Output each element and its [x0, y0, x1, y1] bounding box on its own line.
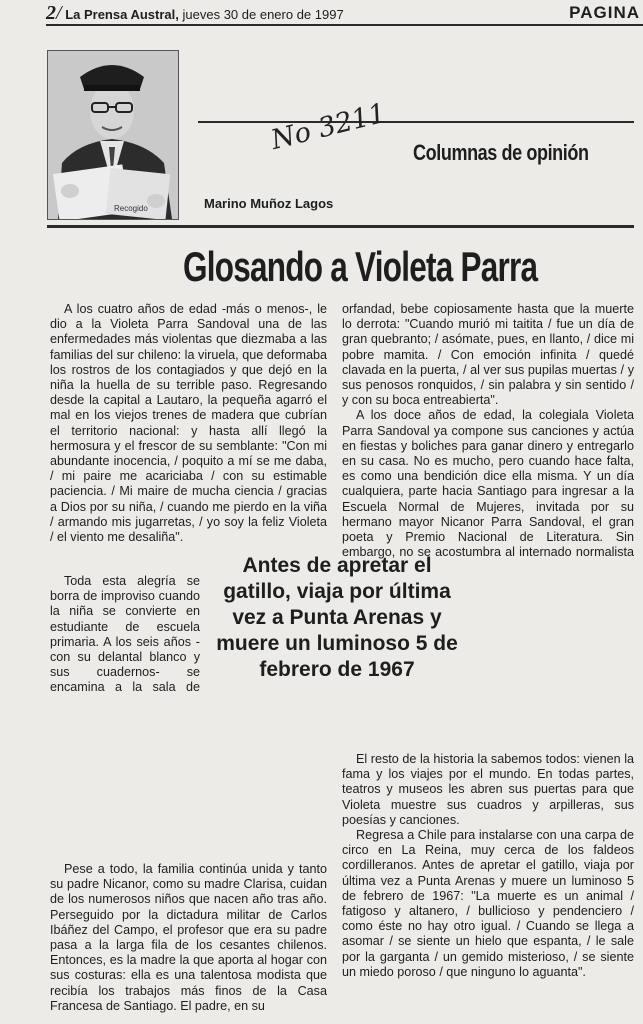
right-paragraph-1: orfandad, bebe copiosamente hasta que la muerte lo derrota: "Cuando murió mi taitita / fue un día de gran quebranto; / asómate, pues, en llanto, / dice mi pobre mamita. / Con emoción infinita / quedé clavada en la puerta, / al ver sus pupilas muertas / y sus penosos ronquidos, / sin palabra y sin sentido / y con su boca entreabierta". [342, 302, 634, 408]
newspaper-name: La Prensa Austral, [65, 7, 179, 22]
author-portrait-image [48, 51, 178, 219]
page-number: 2 [46, 2, 56, 24]
author-photo [47, 50, 179, 220]
right-paragraph-3: El resto de la historia la sabemos todos: vienen la fama y los viajes por el mundo. En todas partes, teatros y museos les abren sus puertas para que Violeta muestre sus cuadros y arpilleras, sus poesías y canciones. [342, 752, 634, 827]
slash-divider: / [56, 2, 62, 24]
issue-date: jueves 30 de enero de 1997 [182, 7, 344, 22]
left-column-narrow [50, 574, 200, 696]
right-column [342, 302, 634, 560]
left-paragraph-2-start: Toda esta alegría se borra de improviso cuando la niña se convierte en estudiante de escuela primaria. A los seis años -con su delantal blanco y sus cuadernos- se encamina a la sala de [50, 574, 200, 695]
page-label: PAGINA [569, 3, 640, 22]
right-paragraph-4: Regresa a Chile para instalarse con una carpa de circo en La Reina, muy cerca de los faldeos cordilleranos. Antes de apretar el gatillo, viaja por última vez a Punta Arenas y muere un luminoso 5 de febrero de 1967: "La muerte es un animal / fatigoso y altanero, / bullicioso y pendenciero / como éste no hay otro igual. / Cuando se llega a asomar / se siente un hielo que espanta, / le sale por la garganta / un gemido misterioso, / se siente un miedo poroso / que ninguno lo aguanta". [342, 828, 634, 979]
masthead [46, 2, 636, 24]
left-paragraph-1: A los cuatro años de edad -más o menos-, le dio a la Violeta Parra Sandoval una de las enfermedades más violentas que diezmaba a las familias del sur chileno: la viruela, que deformaba los rostros de los contagiados y que dejó en la niña la huella de su terrible paso. Regresando desde la capital a Lautaro, la pequeña agarró el mal en los viejos trenes de madera que cubrían el territorio nacional: y hasta allí llegó la hermosura y el frescor de su semblante: "Con mi abundante inocencia, / poquito a mí se me daba, / mi paire me acariciaba / con su estimable paciencia. / Mi maire de mucha ciencia / gracias a Dios por su niña, / cuando me pierdo en la viña / armando mis jugarretas, / yo soy la feliz Violeta / el viento me desaliña". [50, 302, 327, 545]
handwritten-note: No 3211 [268, 97, 390, 157]
pull-quote: Antes de apretar el gatillo, viaja por última vez a Punta Arenas y muere un luminoso 5 de febrero de 1967 [216, 554, 458, 681]
section-title: Columnas de opinión [413, 140, 589, 165]
left-column [50, 302, 327, 545]
section-top-rule [198, 121, 634, 123]
right-paragraph-2: A los doce años de edad, la colegiala Violeta Parra Sandoval ya compone sus canciones y actúa en fiestas y boliches para ganar dinero y entregarlo en su casa. No es mucho, pero cuando hace falta, es como una bendición dice ella misma. Y un día cualquiera, parte hacia Santiago para ingresar a la Escuela Normal de Mujeres, invitada por su hermano mayor Nicanor Parra Sandoval, el gran poeta y Premio Nacional de Literatura. Sin embargo, no se acostumbra al internado normalista [342, 408, 634, 560]
right-column-lower [342, 752, 634, 980]
left-paragraph-3: Pese a todo, la familia continúa unida y tanto su padre Nicanor, como su madre Clarisa, cuidan de los numerosos niños que nacen año tras año. Perseguido por la dictadura militar de Carlos Ibáñez del Campo, el profesor que era su padre pasa a la larga fila de los cesantes chilenos. Entonces, es la madre la que aporta al hogar con sus costuras: ella es una talentosa modista que recibía los trabajos más finos de la Casa Francesa de Santiago. El padre, en su [50, 862, 327, 1013]
left-column-lower [50, 862, 327, 1014]
section-bottom-rule [47, 225, 634, 228]
book-cover-text: Recogido [114, 204, 148, 213]
author-name: Marino Muñoz Lagos [204, 196, 334, 211]
headline: Glosando a Violeta Parra [183, 243, 538, 290]
masthead-rule [46, 24, 643, 26]
